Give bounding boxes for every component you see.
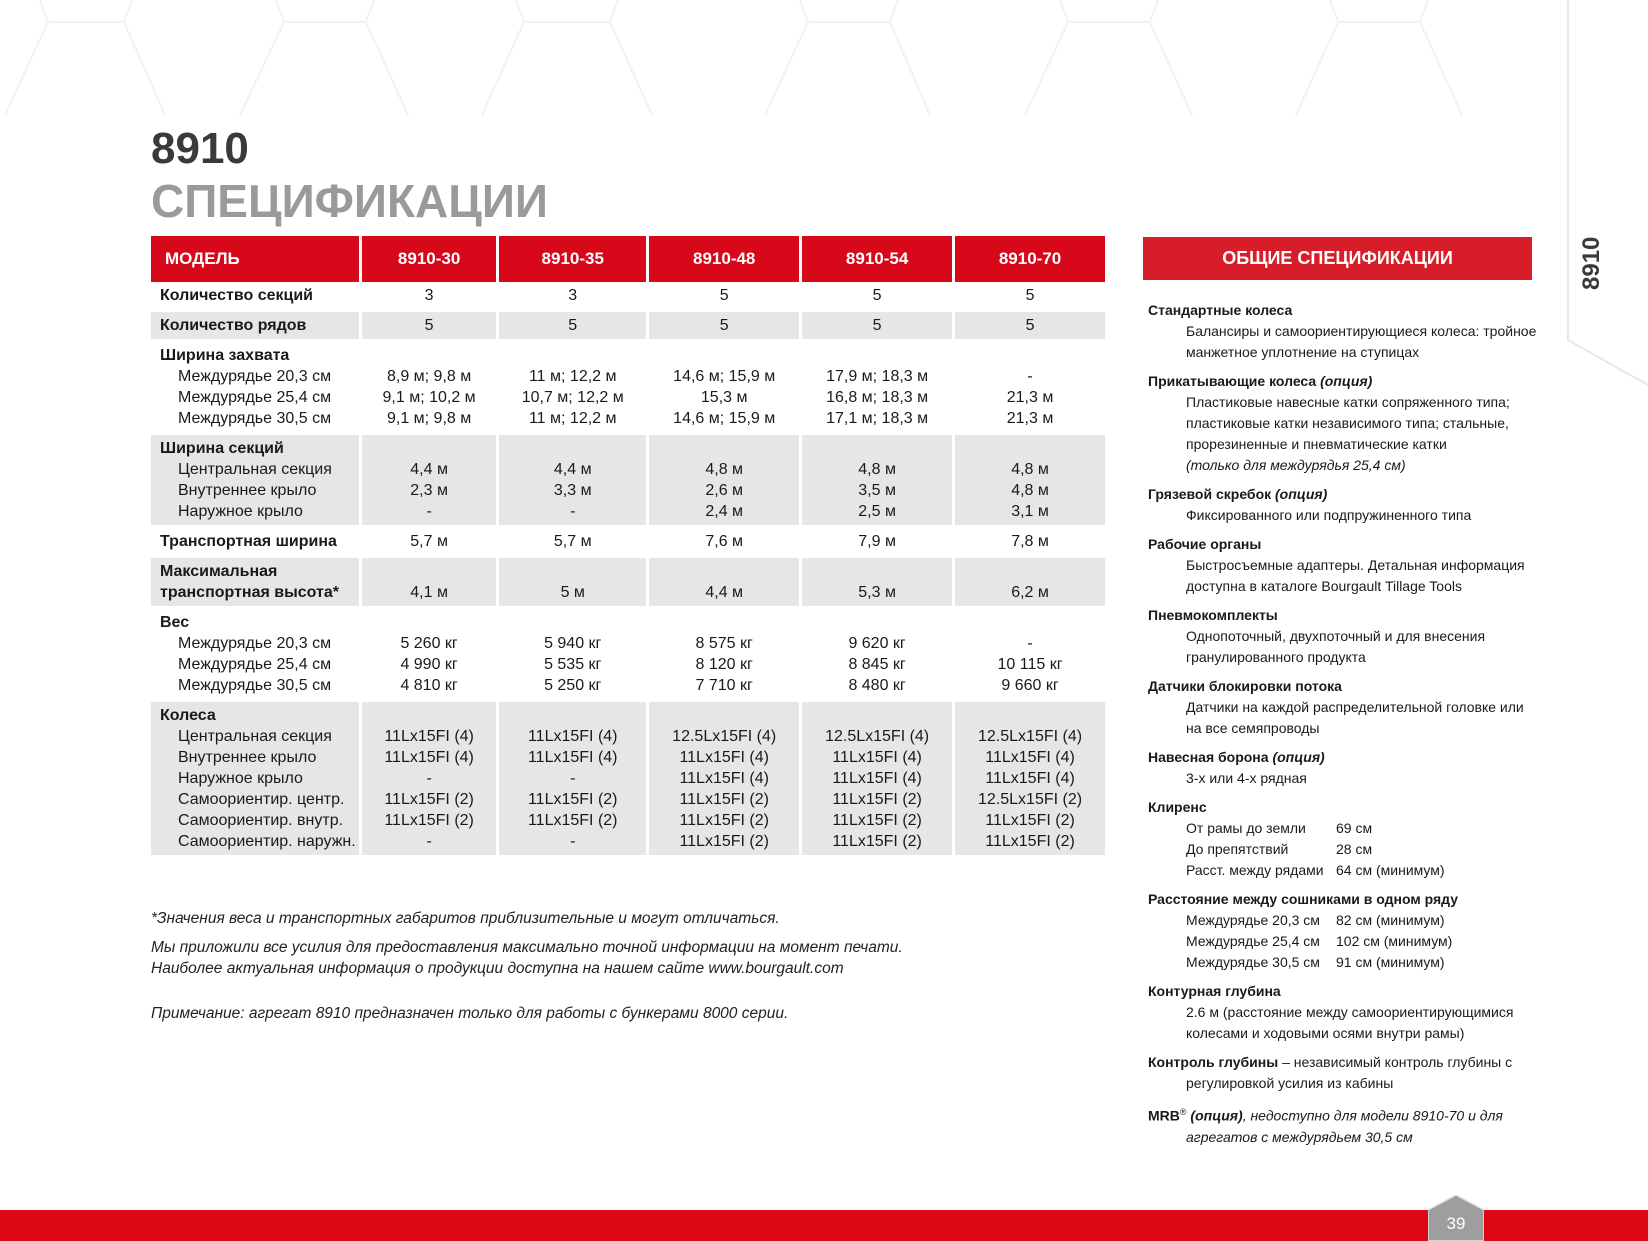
cell-value: 5 (568, 317, 578, 334)
spec-key: Расст. между рядами (1186, 862, 1324, 878)
cell-value: 10 115 кг (997, 656, 1063, 673)
sub-row-label: Междурядье 20,3 см (178, 635, 332, 652)
cell-value: 5 260 кг (400, 635, 458, 652)
row-label (151, 339, 359, 432)
table-row (151, 606, 1105, 699)
table-header-row (151, 236, 1105, 282)
cell-value: 4 990 кг (400, 656, 458, 673)
table-cell (499, 699, 646, 855)
spec-mrb (1148, 1102, 1548, 1148)
footnote: *Значения веса и транспортных габаритов приблизительные и могут отличаться. (151, 910, 780, 927)
cell-value: - (570, 833, 576, 850)
cell-value: 11Lx15FI (2) (832, 833, 922, 850)
column-header: МОДЕЛЬ (151, 236, 359, 282)
spec-heading: Клиренс (1148, 799, 1207, 815)
disclaimer-line: Мы приложили все усилия для предоставления максимально точной информации на момент печати. (151, 939, 903, 956)
spec-value: 82 см (минимум) (1336, 912, 1445, 928)
sub-row-label: Междурядье 25,4 см (178, 389, 332, 406)
model-title: 8910 (151, 124, 249, 173)
row-heading: Колеса (160, 707, 216, 724)
spec-text: манжетное уплотнение на ступицах (1186, 344, 1420, 360)
cell-value: - (426, 833, 432, 850)
cell-value: 8 120 кг (695, 656, 753, 673)
cell-value: 8 845 кг (848, 656, 906, 673)
spec-key: От рамы до земли (1186, 820, 1306, 836)
table-cell (499, 309, 646, 339)
option-tag: (опция) (1272, 749, 1325, 765)
cell-value: 2,5 м (858, 503, 896, 520)
table-cell (802, 339, 952, 432)
cell-value: 9 660 кг (1001, 677, 1059, 694)
cell-value: 11Lx15FI (2) (679, 791, 769, 808)
cell-value: 4,4 м (705, 584, 744, 601)
row-heading: Ширина секций (160, 440, 284, 457)
row-label-line: Максимальная (160, 563, 278, 580)
spec-text: доступна в каталоге Bourgault Tillage Tools (1186, 578, 1462, 594)
table-cell (499, 339, 646, 432)
cell-value: 7,8 м (1011, 533, 1049, 550)
row-heading: Ширина захвата (160, 347, 290, 364)
table-cell (362, 555, 496, 606)
cell-value: 4,1 м (410, 584, 448, 601)
cell-value: 5,3 м (858, 584, 896, 601)
cell-value: 4 810 кг (400, 677, 458, 694)
spec-heading: Контроль глубины (1148, 1054, 1279, 1070)
spec-value: 102 см (минимум) (1336, 933, 1453, 949)
cell-value: - (1027, 368, 1033, 385)
cell-value: 5 (1025, 317, 1035, 334)
sub-row-label: Самоориентир. внутр. (178, 812, 344, 829)
spec-value: 64 см (минимум) (1336, 862, 1445, 878)
spec-contour (1148, 981, 1548, 1044)
spec-key: Междурядье 20,3 см (1186, 912, 1320, 928)
sub-row-label: Междурядье 30,5 см (178, 410, 332, 427)
table-cell (499, 432, 646, 525)
cell-value: 2,3 м (410, 482, 448, 499)
table-cell (499, 525, 646, 555)
column-header: 8910-48 (649, 236, 799, 282)
spec-text: Пластиковые навесные катки сопряженного типа; (1186, 394, 1510, 410)
row-heading: Транспортная ширина (160, 533, 337, 550)
hexagon-pattern (0, 0, 1648, 120)
table-cell (362, 432, 496, 525)
cell-value: 11Lx15FI (2) (679, 812, 769, 829)
table-cell (955, 282, 1105, 309)
row-label (151, 525, 359, 555)
table-cell (649, 699, 799, 855)
page-title: СПЕЦИФИКАЦИИ (151, 175, 548, 227)
cell-value: - (570, 503, 576, 520)
spec-text: – независимый контроль глубины с (1278, 1054, 1513, 1070)
cell-value: 10,7 м; 12,2 м (521, 389, 624, 406)
table-cell (649, 339, 799, 432)
spec-text: регулировкой усилия из кабины (1186, 1075, 1394, 1091)
spec-text: пластиковые катки независимого типа; стальные, (1186, 415, 1509, 431)
table-row (151, 282, 1105, 309)
sub-row-label: Междурядье 20,3 см (178, 368, 332, 385)
cell-value: 17,1 м; 18,3 м (826, 410, 929, 427)
cell-value: 3,3 м (553, 482, 592, 499)
notes (151, 908, 903, 1032)
table-cell (802, 309, 952, 339)
cell-value: 5 940 кг (544, 635, 602, 652)
table-cell (362, 699, 496, 855)
table-cell (802, 432, 952, 525)
spec-text: Датчики на каждой распределительной головке или (1186, 699, 1524, 715)
cell-value: 3 (424, 287, 434, 304)
cell-value: 5 м (560, 584, 585, 601)
spec-blockage (1148, 676, 1548, 739)
table-cell (649, 555, 799, 606)
cell-value: 9 620 кг (848, 635, 906, 652)
cell-value: 9,1 м; 10,2 м (382, 389, 476, 406)
cell-value: 4,4 м (553, 461, 592, 478)
table-row (151, 309, 1105, 339)
table-row (151, 699, 1105, 855)
spec-harrow (1148, 747, 1548, 789)
spec-text: на все семяпроводы (1186, 720, 1320, 736)
table-cell (955, 339, 1105, 432)
registered-mark: ® (1179, 1107, 1187, 1117)
page-number: 39 (1446, 1214, 1466, 1233)
sub-row-label: Наружное крыло (178, 503, 303, 520)
table-cell (802, 282, 952, 309)
cell-value: 8 480 кг (848, 677, 906, 694)
spec-depth-control (1148, 1052, 1548, 1094)
table-cell (955, 525, 1105, 555)
cell-value: 11Lx15FI (2) (384, 791, 474, 808)
option-tag: (опция) (1275, 486, 1328, 502)
cell-value: 16,8 м; 18,3 м (826, 389, 929, 406)
sub-row-label: Междурядье 30,5 см (178, 677, 332, 694)
cell-value: 11 м; 12,2 м (528, 410, 617, 427)
cell-value: 5 (719, 317, 729, 334)
spec-text: 3-х или 4-х рядная (1186, 770, 1307, 786)
spec-heading: MRB (1148, 1107, 1180, 1124)
spec-heading: Грязевой скребок (1148, 486, 1272, 502)
spec-shank-spacing (1148, 889, 1548, 973)
table-cell (955, 606, 1105, 699)
cell-value: 5,7 м (553, 533, 592, 550)
row-label (151, 309, 359, 339)
cell-value: 7,9 м (858, 533, 896, 550)
row-heading: Количество секций (160, 287, 314, 304)
cell-value: 3,1 м (1011, 503, 1049, 520)
spec-value: 28 см (1336, 841, 1373, 857)
cell-value: - (426, 503, 432, 520)
table-cell (362, 282, 496, 309)
cell-value: 2,4 м (705, 503, 744, 520)
cell-value: 5 (719, 287, 729, 304)
sub-row-label: Центральная секция (178, 728, 332, 745)
cell-value: 11 м; 12,2 м (528, 368, 617, 385)
cell-value: 11Lx15FI (4) (985, 770, 1075, 787)
row-label (151, 432, 359, 525)
spec-pneumatic (1148, 605, 1548, 668)
spec-key: До препятствий (1186, 841, 1289, 857)
table-row (151, 555, 1105, 606)
table-cell (955, 555, 1105, 606)
option-tag: (опция) (1320, 373, 1373, 389)
spec-text: Однопоточный, двухпоточный и для внесения (1186, 628, 1486, 644)
spec-heading: Стандартные колеса (1148, 302, 1293, 318)
cell-value: 4,8 м (705, 461, 744, 478)
spec-heading: Контурная глубина (1148, 983, 1281, 999)
cell-value: 12.5Lx15FI (4) (825, 728, 930, 745)
cell-value: 5 535 кг (544, 656, 602, 673)
row-label (151, 606, 359, 699)
table-cell (802, 555, 952, 606)
sub-row-label: Самоориентир. наружн. (178, 833, 356, 850)
spec-scraper (1148, 484, 1548, 526)
spec-text: Быстросъемные адаптеры. Детальная информация (1186, 557, 1525, 573)
spec-heading: Рабочие органы (1148, 536, 1262, 552)
spec-text: , недоступно для модели 8910-70 и для (1242, 1107, 1503, 1124)
remark: Примечание: агрегат 8910 предназначен только для работы с бункерами 8000 серии. (151, 1005, 789, 1022)
spec-text: прорезиненные и пневматические катки (1186, 436, 1447, 452)
cell-value: 4,8 м (1011, 482, 1049, 499)
cell-value: 2,6 м (705, 482, 744, 499)
table-cell (499, 555, 646, 606)
spec-heading: Расстояние между сошниками в одном ряду (1148, 891, 1458, 907)
row-label (151, 555, 359, 606)
spec-text: гранулированного продукта (1186, 649, 1366, 665)
cell-value: 11Lx15FI (2) (832, 791, 922, 808)
spec-heading: Навесная борона (1148, 749, 1269, 765)
spec-text: Балансиры и самоориентирующиеся колеса: тройное (1186, 323, 1537, 339)
table-row (151, 432, 1105, 525)
table-cell (362, 309, 496, 339)
cell-value: 11Lx15FI (2) (527, 791, 618, 808)
spec-table (148, 236, 1108, 855)
spec-clearance (1148, 797, 1548, 881)
table-cell (802, 606, 952, 699)
cell-value: 3 (568, 287, 578, 304)
sub-row-label: Центральная секция (178, 461, 332, 478)
spec-heading: Датчики блокировки потока (1148, 678, 1342, 694)
cell-value: 11Lx15FI (2) (679, 833, 769, 850)
table-cell (362, 606, 496, 699)
table-cell (499, 282, 646, 309)
row-heading: Количество рядов (160, 317, 307, 334)
footer-bar (0, 1210, 1648, 1241)
spec-text: агрегатов с междурядьем 30,5 см (1186, 1128, 1413, 1145)
spec-value: 69 см (1336, 820, 1373, 836)
spec-heading: Прикатывающие колеса (1148, 373, 1317, 389)
cell-value: 14,6 м; 15,9 м (673, 368, 776, 385)
cell-value: 4,8 м (1011, 461, 1049, 478)
table-cell (955, 309, 1105, 339)
table-cell (955, 699, 1105, 855)
spec-value: 91 см (минимум) (1336, 954, 1445, 970)
cell-value: 6,2 м (1011, 584, 1049, 601)
cell-value: 11Lx15FI (4) (985, 749, 1075, 766)
table-row (151, 525, 1105, 555)
cell-value: 11Lx15FI (4) (832, 770, 922, 787)
cell-value: 5 (1025, 287, 1035, 304)
cell-value: 12.5Lx15FI (4) (978, 728, 1083, 745)
cell-value: 11Lx15FI (4) (384, 749, 474, 766)
spec-heading: Пневмокомплекты (1148, 607, 1278, 623)
row-label (151, 699, 359, 855)
spec-standard-wheels (1148, 300, 1548, 363)
table-cell (649, 606, 799, 699)
cell-value: 5,7 м (410, 533, 448, 550)
cell-value: 11Lx15FI (2) (985, 812, 1075, 829)
general-specs (1148, 300, 1548, 1156)
cell-value: 21,3 м (1006, 389, 1054, 406)
spec-text: (только для междурядья 25,4 см) (1186, 457, 1406, 473)
row-heading: Вес (160, 614, 190, 631)
spec-text: колесами и ходовыми осями внутри рамы) (1186, 1025, 1465, 1041)
cell-value: 12.5Lx15FI (2) (978, 791, 1083, 808)
side-tab-outline (1564, 0, 1648, 400)
table-row (151, 339, 1105, 432)
cell-value: 12.5Lx15FI (4) (672, 728, 777, 745)
cell-value: 11Lx15FI (2) (527, 812, 618, 829)
spec-tools (1148, 534, 1548, 597)
cell-value: 5 (424, 317, 434, 334)
row-label-line: транспортная высота* (160, 584, 339, 601)
cell-value: 14,6 м; 15,9 м (673, 410, 776, 427)
column-header: 8910-54 (802, 236, 952, 282)
cell-value: 11Lx15FI (2) (985, 833, 1075, 850)
table-cell (802, 525, 952, 555)
cell-value: 7,6 м (705, 533, 744, 550)
sub-row-label: Наружное крыло (178, 770, 303, 787)
spec-text: 2.6 м (расстояние между самоориентирующимися (1186, 1004, 1514, 1020)
table-cell (802, 699, 952, 855)
cell-value: 5 250 кг (544, 677, 602, 694)
table-cell (362, 525, 496, 555)
side-tab-label: 8910 (1578, 236, 1605, 290)
sub-row-label: Внутреннее крыло (178, 482, 317, 499)
disclaimer-line: Наиболее актуальная информация о продукции доступна на нашем сайте www.bourgault.com (151, 960, 844, 977)
sub-row-label: Самоориентир. центр. (178, 791, 345, 808)
cell-value: 9,1 м; 9,8 м (386, 410, 472, 427)
cell-value: 11Lx15FI (4) (679, 770, 769, 787)
cell-value: 15,3 м (700, 389, 748, 406)
cell-value: 4,8 м (858, 461, 896, 478)
cell-value: - (426, 770, 432, 787)
cell-value: 11Lx15FI (4) (527, 749, 618, 766)
column-header: 8910-30 (362, 236, 496, 282)
cell-value: 21,3 м (1006, 410, 1054, 427)
cell-value: 17,9 м; 18,3 м (826, 368, 929, 385)
column-header: 8910-35 (499, 236, 646, 282)
cell-value: 11Lx15FI (4) (832, 749, 922, 766)
cell-value: 11Lx15FI (2) (832, 812, 922, 829)
general-specs-header: ОБЩИЕ СПЕЦИФИКАЦИИ (1143, 237, 1532, 280)
cell-value: 11Lx15FI (4) (679, 749, 769, 766)
option-tag: (опция) (1190, 1107, 1243, 1124)
spec-key: Междурядье 25,4 см (1186, 933, 1320, 949)
table-cell (649, 432, 799, 525)
column-header: 8910-70 (955, 236, 1105, 282)
cell-value: 5 (872, 317, 882, 334)
cell-value: 8,9 м; 9,8 м (386, 368, 472, 385)
sub-row-label: Междурядье 25,4 см (178, 656, 332, 673)
cell-value: 11Lx15FI (4) (384, 728, 474, 745)
spec-text: Фиксированного или подпружиненного типа (1186, 507, 1472, 523)
cell-value: 11Lx15FI (4) (527, 728, 618, 745)
table-cell (649, 282, 799, 309)
cell-value: 8 575 кг (695, 635, 753, 652)
table-cell (649, 525, 799, 555)
spec-key: Междурядье 30,5 см (1186, 954, 1320, 970)
cell-value: - (570, 770, 576, 787)
row-label (151, 282, 359, 309)
table-cell (362, 339, 496, 432)
sub-row-label: Внутреннее крыло (178, 749, 317, 766)
spec-packer-wheels (1148, 371, 1548, 476)
table-cell (649, 309, 799, 339)
cell-value: 3,5 м (858, 482, 896, 499)
cell-value: 7 710 кг (695, 677, 753, 694)
table-cell (955, 432, 1105, 525)
cell-value: 5 (872, 287, 882, 304)
cell-value: - (1027, 635, 1033, 652)
cell-value: 11Lx15FI (2) (384, 812, 474, 829)
cell-value: 4,4 м (410, 461, 448, 478)
table-cell (499, 606, 646, 699)
